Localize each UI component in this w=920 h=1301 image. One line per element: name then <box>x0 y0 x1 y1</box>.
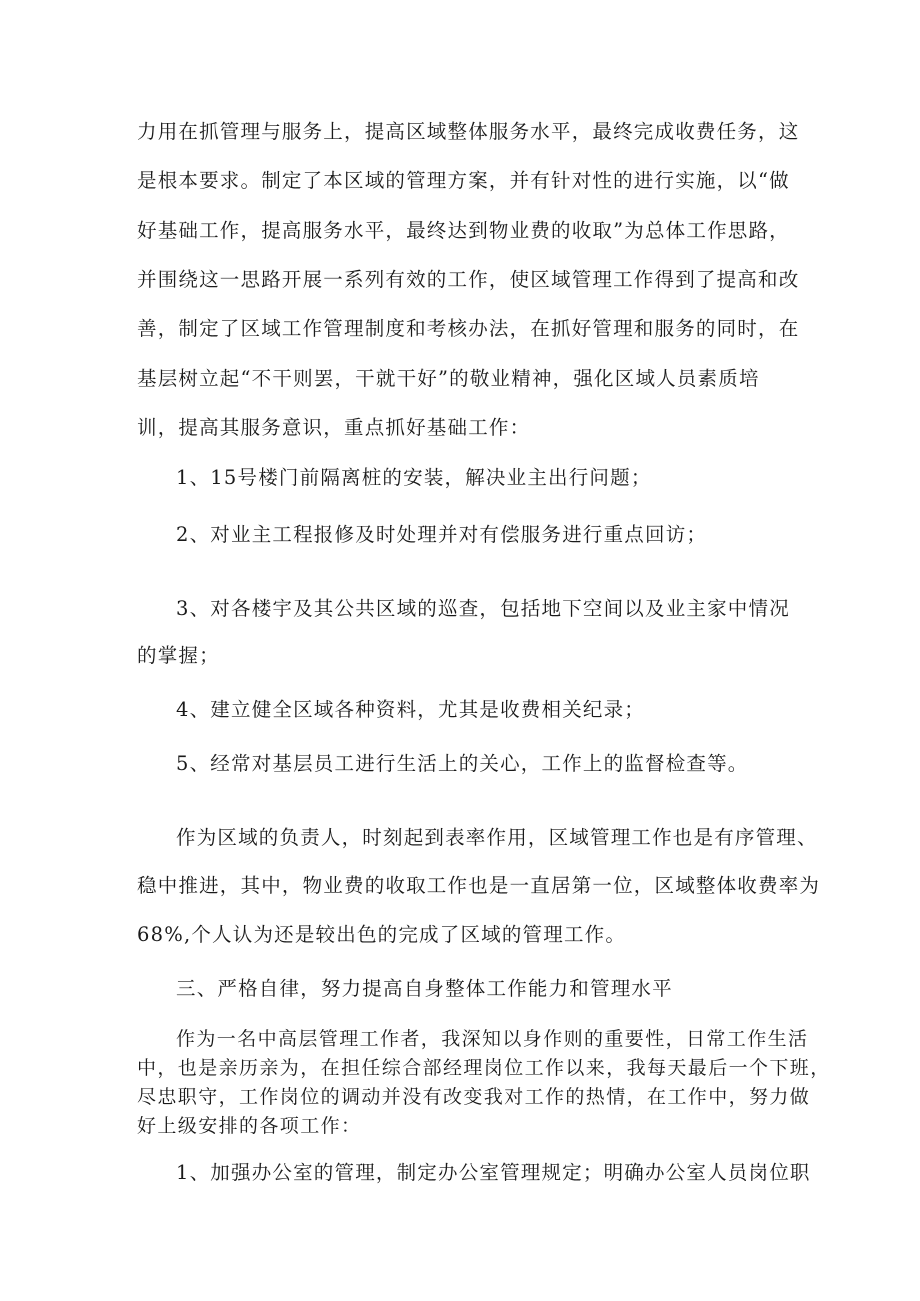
text-line: 善，制定了区域工作管理制度和考核办法，在抓好管理和服务的同时，在 <box>137 317 800 340</box>
list-item: 2、对业主工程报修及时处理并对有偿服务进行重点回访； <box>176 523 708 546</box>
text-line: 稳中推进，其中，物业费的收取工作也是一直居第一位，区域整体收费率为 <box>137 874 821 897</box>
list-item: 5、经常对基层员工进行生活上的关心，工作上的监督检查等。 <box>176 752 749 775</box>
list-item: 1、15号楼门前隔离桩的安装，解决业主出行问题； <box>176 466 652 489</box>
text-line: 中，也是亲历亲为，在担任综合部经理岗位工作以来，我每天最后一个下班， <box>137 1057 831 1079</box>
text-line: 68%,个人认为还是较出色的完成了区域的管理工作。 <box>137 923 627 946</box>
section-heading: 三、严格自律，努力提高自身整体工作能力和管理水平 <box>176 977 673 1000</box>
list-item: 1、加强办公室的管理，制定办公室管理规定；明确办公室人员岗位职 <box>176 1161 811 1184</box>
list-item-continuation: 的掌握； <box>137 644 220 667</box>
text-line: 并围绕这一思路开展一系列有效的工作，使区域管理工作得到了提高和改 <box>137 268 800 291</box>
text-line: 基层树立起“不干则罢，干就干好”的敬业精神，强化区域人员素质培 <box>137 367 760 390</box>
text-line: 是根本要求。制定了本区域的管理方案，并有针对性的进行实施，以“做 <box>137 169 790 192</box>
list-item: 4、建立健全区域各种资料，尤其是收费相关纪录； <box>176 698 646 721</box>
text-line: 好基础工作，提高服务水平，最终达到物业费的收取”为总体工作思路， <box>137 219 790 242</box>
text-line: 作为一名中高层管理工作者，我深知以身作则的重要性，日常工作生活 <box>176 1028 809 1050</box>
text-line: 训，提高其服务意识，重点抓好基础工作： <box>137 416 531 439</box>
text-line: 力用在抓管理与服务上，提高区域整体服务水平，最终完成收费任务，这 <box>137 120 800 143</box>
list-item: 3、对各楼宇及其公共区域的巡查，包括地下空间以及业主家中情况 <box>176 597 790 620</box>
text-line: 作为区域的负责人，时刻起到表率作用，区域管理工作也是有序管理、 <box>176 826 818 849</box>
text-line: 好上级安排的各项工作： <box>137 1115 362 1137</box>
text-line: 尽忠职守，工作岗位的调动并没有改变我对工作的热情，在工作中，努力做 <box>137 1086 811 1108</box>
